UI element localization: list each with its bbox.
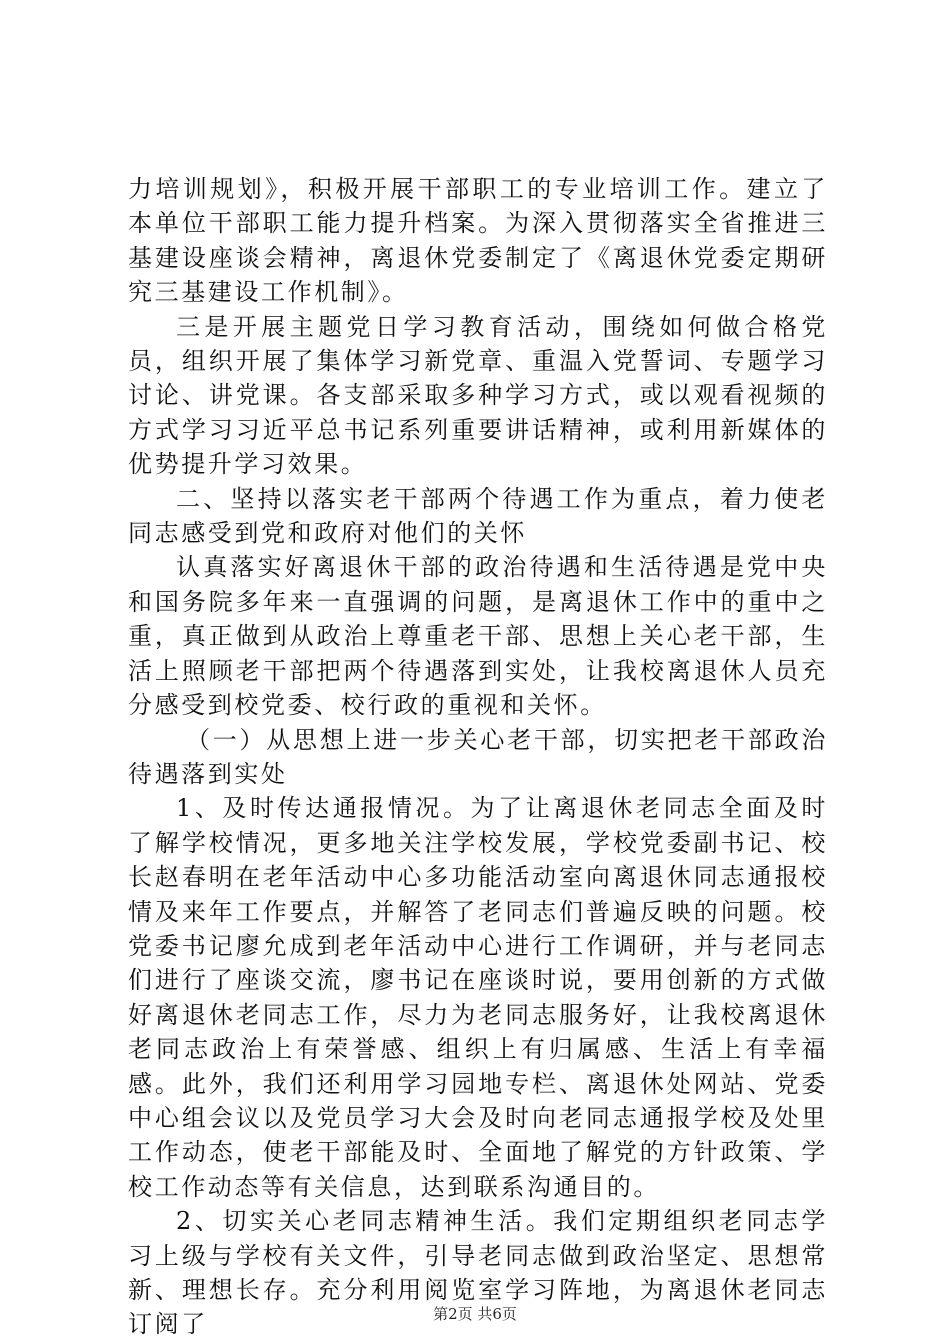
paragraph-item-2: 2、切实关心老同志精神生活。我们定期组织老同志学习上级与学校有关文件，引导老同志做到政治坚定、思想常新、理想长存。充分利用阅览室学习阵地，为离退休老同志订阅了 bbox=[128, 1207, 828, 1339]
paragraph-item-1: 1、及时传达通报情况。为了让离退休老同志全面及时了解学校情况，更多地关注学校发展，学校党委副书记、校长赵春明在老年活动中心多功能活动室向离退休同志通报校情及来年工作要点，并解答了老同志们普遍反映的问题。校党委书记廖允成到老年活动中心进行工作调研，并与老同志们进行了座谈交流，廖书记在座谈时说，要用创新的方式做好离退休老同志工作，尽力为老同志服务好，让我校离退休老同志政治上有荣誉感、组织上有归属感、生活上有幸福感。此外，我们还利用学习园地专栏、离退休处网站、党委中心组会议以及党员学习大会及时向老同志通报学校及处里工作动态，使老干部能及时、全面地了解党的方针政策、学校工作动态等有关信息，达到联系沟通目的。 bbox=[128, 794, 828, 1201]
paragraph-continuation: 力培训规划》，积极开展干部职工的专业培训工作。建立了本单位干部职工能力提升档案。为深入贯彻落实全省推进三基建设座谈会精神，离退休党委制定了《离退休党委定期研究三基建设工作机制》。 bbox=[128, 175, 828, 307]
page-number-footer: 第2页 共6页 bbox=[433, 1305, 517, 1323]
section-heading-two: 二、坚持以落实老干部两个待遇工作为重点，着力使老同志感受到党和政府对他们的关怀 bbox=[128, 484, 828, 548]
paragraph-theme-party-day: 三是开展主题党日学习教育活动，围绕如何做合格党员，组织开展了集体学习新党章、重温入党誓词、专题学习讨论、讲党课。各支部采取多种学习方式，或以观看视频的方式学习习近平总书记系列重要讲话精神，或利用新媒体的优势提升学习效果。 bbox=[128, 312, 828, 479]
paragraph-two-treatments: 认真落实好离退休干部的政治待遇和生活待遇是党中央和国务院多年来一直强调的问题，是离退休工作中的重中之重，真正做到从政治上尊重老干部、思想上关心老干部，生活上照顾老干部把两个待遇落到实处，让我校离退休人员充分感受到校党委、校行政的重视和关怀。 bbox=[128, 553, 828, 720]
body-text bbox=[128, 172, 828, 1342]
subsection-heading-one: （一）从思想上进一步关心老干部，切实把老干部政治待遇落到实处 bbox=[128, 725, 828, 788]
